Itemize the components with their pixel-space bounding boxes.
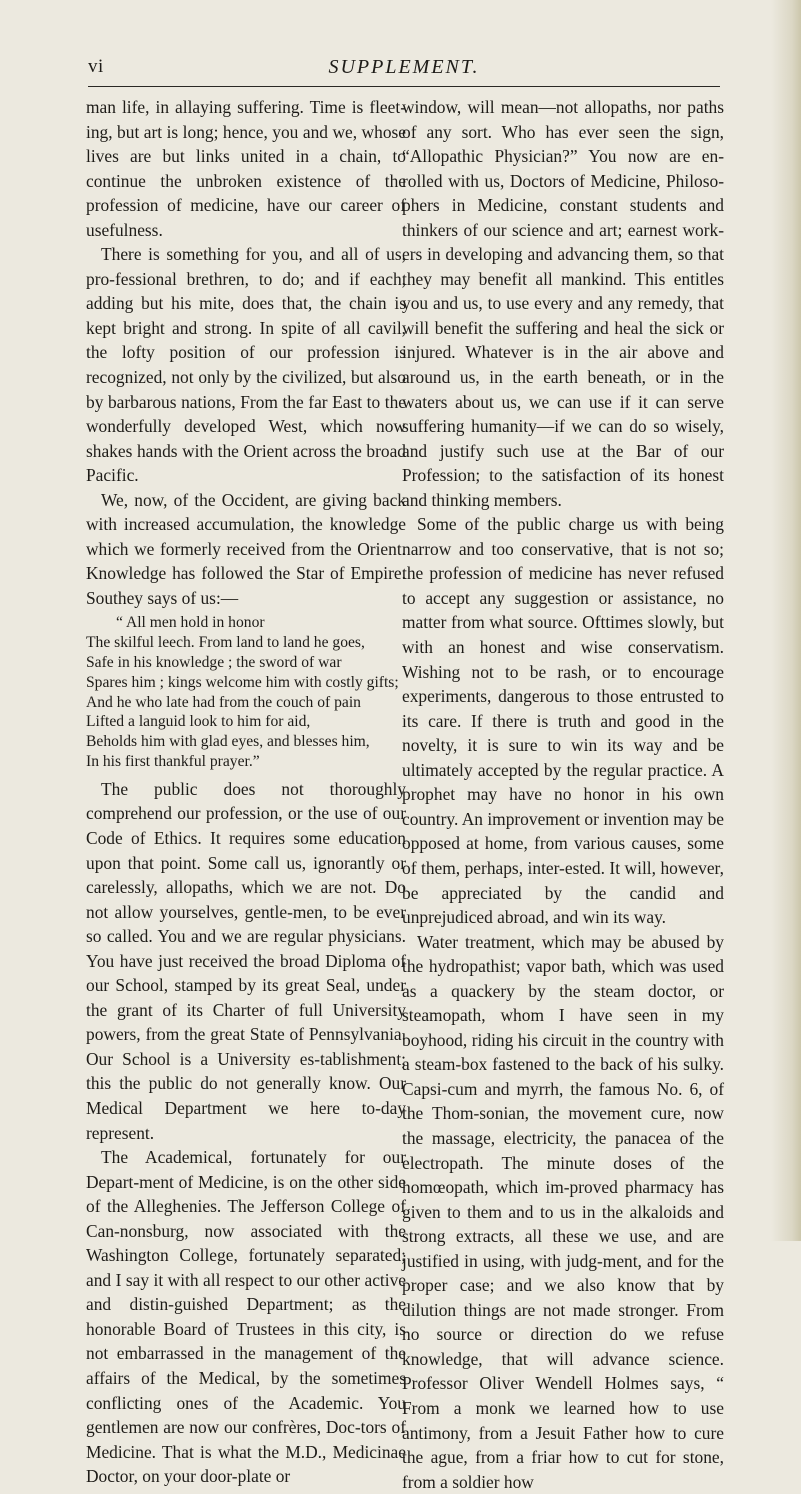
page-edge-shadow <box>771 0 801 1241</box>
paragraph-continued: window, will mean—not allopaths, nor paths of any sort. Who has ever seen the sign, “Allopathic Physician?” You now are en-rolled with us, Doctors of Medicine, Philoso-phers in Medicine, constant students and thinkers of our science and art; earnest work-ers in developing and advancing them, so that they may benefit all mankind. This entitles you and us, to use every and any remedy, that will benefit the suffering and heal the sick or injured. Whatever is in the air above and around us, in the earth beneath, or in the waters about us, we can use if it can serve suffering humanity—if we can do so wisely, and justify such use at the Bar of our Profession; to the satisfaction of its honest and thinking members. <box>402 97 724 510</box>
page-number: vi <box>88 56 104 77</box>
running-title: SUPPLEMENT. <box>328 56 480 78</box>
poem-line: The skilful leech. From land to land he goes, <box>86 634 365 652</box>
paragraph-continued: man life, in allaying suffering. Time is fleet-ing, but art is long; hence, you and we, whose lives are but links united in a chain, to continue the unbroken existence of the profession of medicine, have our career of usefulness. <box>86 97 406 240</box>
poem-quotation <box>86 610 406 776</box>
poem-line: Beholds him with glad eyes, and blesses him, <box>86 733 370 751</box>
page-header <box>88 56 720 87</box>
paragraph: The public does not thoroughly comprehend our profession, or the use of our Code of Ethics. It requires some education upon that point. Some call us, ignorantly or carelessly, allopaths, which we are not. Do not allow yourselves, gentle-men, to be ever so called. You and we are regular physicians. You have just received the broad Diploma of our School, stamped by its great Seal, under the grant of its Charter of full University powers, from the great State of Pennsylvania. Our School is a University es-tablishment; this the public do not generally know. Our Medical Department we here to-day represent. <box>86 778 406 1143</box>
paragraph: We, now, of the Occident, are giving back with increased accumulation, the knowledge which we formerly received from the Orient. Knowledge has followed the Star of Empire. Southey says of us:— <box>86 489 406 608</box>
paragraph: Some of the public charge us with being narrow and too conservative, that is not so; the profession of medicine has never refused to accept any suggestion or assistance, no matter from what source. Ofttimes slowly, but with an honest and wise conservatism. Wishing not to be rash, or to encourage experiments, dangerous to those entrusted to its care. If there is truth and good in the novelty, it is sure to win its way and be ultimately accepted by the regular practice. A prophet may have no honor in his own country. An improvement or invention may be opposed at home, from various causes, some of them, perhaps, inter-ested. It will, however, be appreciated by the candid and unprejudiced abroad, and win its way. <box>402 514 724 928</box>
paragraph: Water treatment, which may be abused by the hydropathist; vapor bath, which was used as a quackery by the steam doctor, or steamopath, whom I have seen in my boyhood, riding his circuit in the country with a steam-box fastened to the back of his sulky. Capsi-cum and myrrh, the famous No. 6, of the Thom-sonian, the movement cure, now the massage, electricity, the panacea of the electropath. The minute doses of the homœopath, which im-proved pharmacy has given to them and to us in the alkaloids and strong extracts, all these we use, and are justified in using, with judg-ment, and for the proper case; and we also know that by dilution things are not made stronger. From no source or direction do we refuse knowledge, that will advance science. Professor Oliver Wendell Holmes says, “ From a monk we learned how to use antimony, from a Jesuit Father how to cure the ague, from a friar how to cut for stone, from a soldier how <box>402 931 724 1492</box>
paragraph: There is something for you, and all of us, pro-fessional brethren, to do; and if each, adding but his mite, does that, the chain is kept bright and strong. In spite of all cavil, the lofty position of our profession is recognized, not only by the civilized, but also by barbarous nations, From the far East to the wonderfully developed West, which now shakes hands with the Orient across the broad Pacific. <box>86 244 406 486</box>
poem-line: Safe in his knowledge ; the sword of war <box>86 654 342 672</box>
paragraph: The Academical, fortunately for our Depart-ment of Medicine, is on the other side of the Alleghenies. The Jefferson College of Can-nonsburg, now associated with the Washington College, fortunately separated; and I say it with all respect to our other active and distin-guished Department; as the honorable Board of Trustees in this city, is not embarrassed in the management of the affairs of the Medical, by the sometimes conflicting ones of the Academic. You gentlemen are now our confrères, Doc-tors of Medicine. That is what the M.D., Medicinae Doctor, on your door-plate or <box>86 1147 406 1487</box>
poem-line: In his first thankful prayer.” <box>86 753 260 771</box>
poem-line: Lifted a languid look to him for aid, <box>86 713 311 731</box>
left-column <box>86 95 406 1489</box>
right-column <box>402 95 724 1494</box>
poem-line: And he who late had from the couch of pain <box>86 693 361 711</box>
poem-line: Spares him ; kings welcome him with costly gifts; <box>86 673 399 691</box>
poem-line: “ All men hold in honor <box>116 614 265 632</box>
